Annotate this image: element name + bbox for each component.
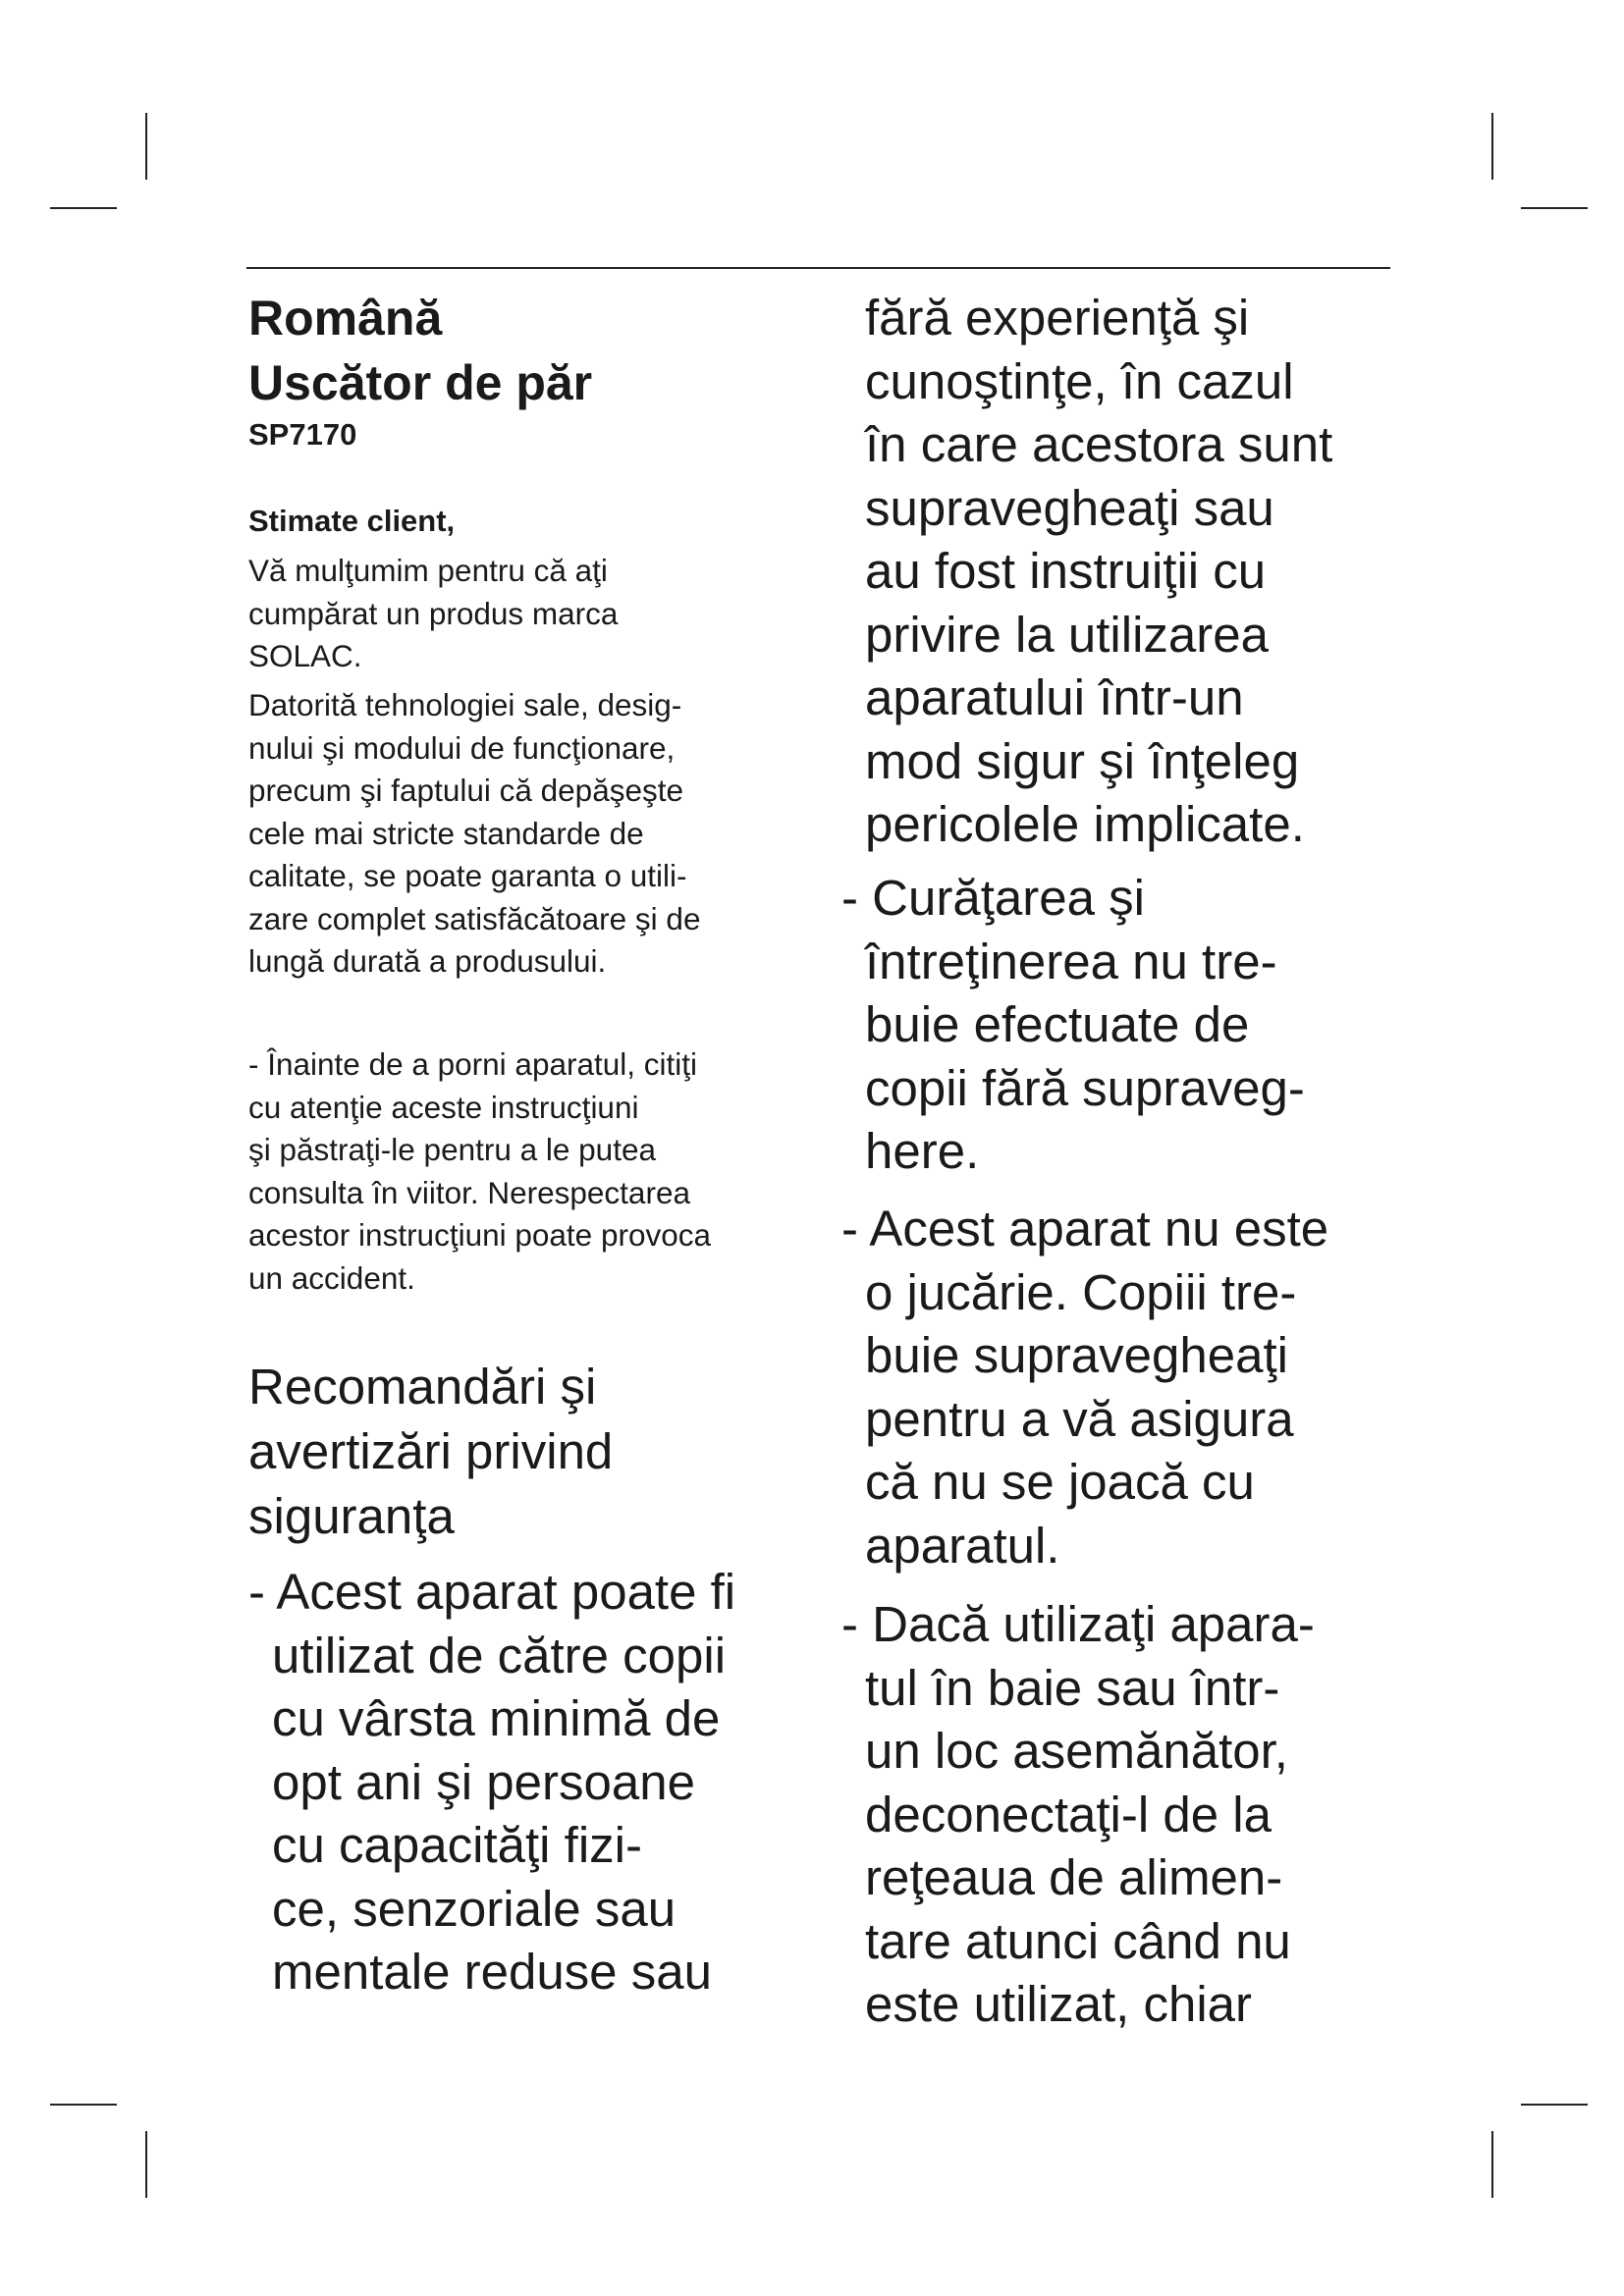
text-line: ce, senzoriale sau [272,1880,677,1937]
safety-item-not-a-toy [841,1198,1328,1577]
text-line: buie efectuate de [865,996,1250,1052]
crop-mark-top-left-horizontal [50,207,117,209]
product-title: Uscător de păr [248,355,593,410]
text-line: lungă durată a produsului. [248,943,607,979]
text-line: întreţinerea nu tre- [865,933,1277,989]
text-line: zare complet satisfăcătoare şi de [248,900,701,936]
text-line: - Acest aparat poate fi [248,1564,736,1620]
thanks-paragraph [248,550,798,678]
text-line: buie supravegheaţi [865,1327,1288,1383]
safety-item-children-usage-continued [841,287,1332,857]
safety-item-children-usage [248,1561,735,2004]
crop-mark-top-left-vertical [145,113,147,180]
text-line: acestor instrucţiuni poate provoca [248,1217,712,1253]
text-line: pericolele implicate. [865,796,1305,852]
text-line: SOLAC. [248,638,362,673]
text-line: şi păstraţi-le pentru a le putea [248,1132,656,1167]
text-line: Datorită tehnologiei sale, desig- [248,687,682,722]
text-line: au fost instruiţii cu [865,543,1267,599]
text-line: pentru a vă asigura [865,1390,1294,1447]
text-line: - Curăţarea şi [841,870,1145,926]
text-line: tare atunci când nu [865,1912,1291,1969]
read-instructions-paragraph [248,1043,798,1300]
text-line: utilizat de către copii [272,1627,727,1683]
text-line: cunoştinţe, în cazul [865,352,1294,409]
text-line: - Înainte de a porni aparatul, citiţi [248,1046,698,1082]
text-line: un loc asemănător, [865,1723,1288,1779]
text-line: Vă mulţumim pentru că aţi [248,553,608,588]
quality-paragraph [248,684,798,984]
title-line: avertizări privind [248,1423,614,1479]
text-line: mentale reduse sau [272,1944,712,2000]
text-line: precum şi faptului că depăşeşte [248,773,683,808]
crop-mark-bottom-left-horizontal [50,2104,117,2106]
text-line: fără experienţă şi [865,290,1250,346]
crop-mark-top-right-horizontal [1521,207,1588,209]
text-line: mod sigur şi înţeleg [865,732,1300,789]
text-line: cumpărat un produs marca [248,595,619,631]
text-line: copii fără supraveg- [865,1059,1305,1116]
text-line: - Acest aparat nu este [841,1201,1329,1256]
text-line: - Dacă utilizaţi apara- [841,1596,1315,1652]
text-line: în care acestora sunt [865,416,1333,472]
text-line: aparatul. [865,1517,1060,1574]
text-line: here. [865,1123,980,1179]
text-line: supravegheaţi sau [865,479,1274,536]
text-line: o jucărie. Copiii tre- [865,1263,1297,1320]
text-line: aparatului într-un [865,669,1244,725]
safety-item-bathroom-use [841,1593,1315,2037]
title-line: siguranţa [248,1488,455,1544]
text-line: reţeaua de alimen- [865,1849,1283,1905]
crop-mark-bottom-right-vertical [1491,2131,1493,2198]
text-line: cu capacităţi fizi- [272,1817,642,1873]
greeting: Stimate client, [248,504,456,538]
safety-section-title [248,1355,613,1549]
text-line: cele mai stricte standarde de [248,815,644,851]
safety-item-cleaning [841,867,1305,1184]
text-line: privire la utilizarea [865,606,1269,663]
text-line: cu vârsta minimă de [272,1690,721,1746]
model-number: SP7170 [248,417,357,452]
text-line: deconectaţi-l de la [865,1786,1272,1842]
text-line: este utilizat, chiar [865,1976,1253,2032]
crop-mark-bottom-right-horizontal [1521,2104,1588,2106]
text-line: că nu se joacă cu [865,1454,1255,1510]
text-line: calitate, se poate garanta o utili- [248,858,687,893]
crop-mark-top-right-vertical [1491,113,1493,180]
language-heading: Română [248,291,443,346]
text-line: cu atenţie aceste instrucţiuni [248,1089,639,1125]
text-line: un accident. [248,1259,415,1296]
text-line: consulta în viitor. Nerespectarea [248,1174,690,1210]
text-line: tul în baie sau într- [865,1659,1280,1716]
text-line: nului şi modului de funcţionare, [248,729,676,766]
title-line: Recomandări şi [248,1359,597,1415]
crop-mark-bottom-left-vertical [145,2131,147,2198]
text-line: opt ani şi persoane [272,1753,695,1810]
top-divider-rule [246,267,1390,269]
